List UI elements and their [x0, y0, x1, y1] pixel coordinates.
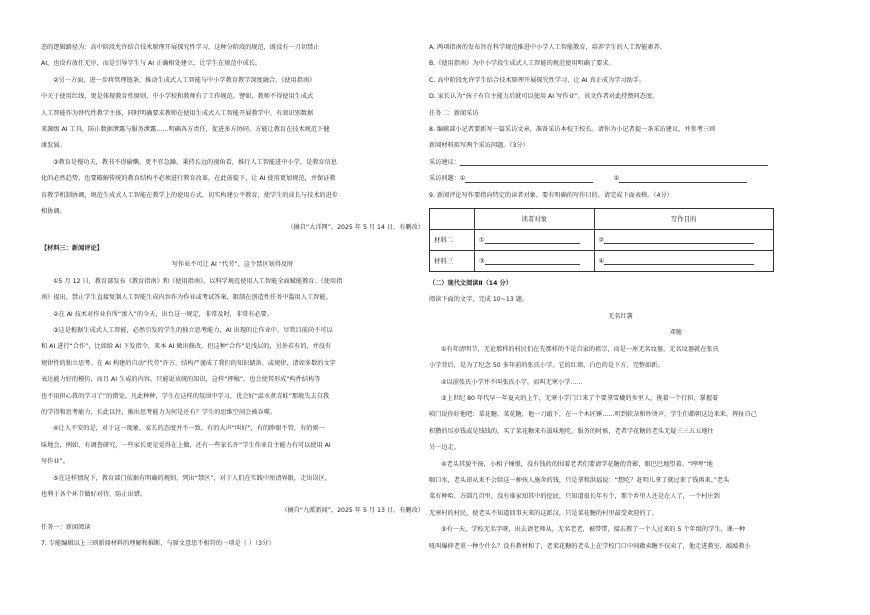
- table-row: [430, 230, 774, 251]
- text-line: 育教学机制协调，规范生成式人工智能在教学上的使用方式，切实构建公平教育，使学生的成长与技术的进步: [41, 191, 338, 199]
- text-line: 的学得和思考能力，长此以往，推出思考能力为何是还有？学生的思维空间会被吞噬。: [41, 408, 277, 416]
- text-line: ⑤有一天，学校无名字呀，出去请老师从，无名老老，被带带，接去教了一个人过来的 5 个年级的学生，课一种: [441, 526, 746, 534]
- question2-answer-line[interactable]: [619, 174, 747, 183]
- comment-title: 写作业不可让 AI “代劳”，这个禁区划得及时: [171, 261, 294, 269]
- text-line: ③上世纪 80 年代早一年夏天的上午，无寒小学门口来了个要拿雪橇的乡里人，挑着一个行担，掌握着: [441, 394, 719, 402]
- table-corner-cell: [430, 209, 475, 230]
- text-line: 人工智能作为替代性教学主体，同时明确要求教师在使用生成式人工智能开展教学中，有效识别数据: [41, 109, 314, 117]
- text-line: 小学背后，是为了纪念 50 多年前的张氏小学，它的红墙，白色的是下方，完整如新。: [429, 362, 664, 370]
- text-line: ⑤在这样情况下，教育部门依据有明确的规则，列出“禁区”，对于人们在实践中厘清界限，走出误区，: [53, 474, 332, 482]
- question1-answer-line[interactable]: [465, 174, 593, 183]
- text-line: A. 两项指南的发布旨在科学规范推进中小学人工智能教育，培养学生的人工智能素养。: [429, 44, 666, 51]
- answer-cell[interactable]: [594, 251, 773, 272]
- answer-cell[interactable]: [594, 230, 773, 251]
- left-column: [41, 40, 424, 553]
- answer-table: [429, 208, 774, 272]
- row-label: 材料二: [430, 230, 475, 251]
- text-line: ③教育是慢功夫，教书不得偷懒，更不宜急躁。秉持长远的视角看，推行人工智能进中小学，是教育信息: [53, 158, 337, 166]
- suggestion-label: 采访建议：: [429, 158, 460, 166]
- text-line: 咽口水，老头却从来不会给这一种孩人施舍的钱，只是拿和洪福说：“想吃？赶明儿拿了就过来了钱再来。”老头: [429, 476, 730, 484]
- text-line: 写作业”。: [41, 458, 69, 466]
- interview-questions-row: [429, 171, 812, 187]
- text-line: 菜有种哈，方圆几百里，没有谁家知其中的挖底，只知道很长年有个，那个乡里人还是在人了，一个村庄到: [429, 493, 720, 501]
- interview-suggestion-row: [429, 155, 812, 171]
- text-line: 和 AI 进行“合作”，比如给 AI 下发指令，来本 AI 做出修改，但这种“合作”是浅层的，另外若有的，并没有: [41, 343, 332, 351]
- answer-line[interactable]: [604, 256, 754, 265]
- text-line: ②另一方面，进一步将管理链条，推动生成式人工智能与中小学教育教学深度融合。《使用指南》: [53, 76, 316, 84]
- text-line: ③这是根据生成式人工智能，必然引发的学生的独立思考能力，AI 出现的让作业中，尽管目前尚不可以: [53, 326, 333, 334]
- table-row: [430, 251, 774, 272]
- text-line: 表达能力好的模仿，而且 AI 生成的内容，只能说该统的知识，这样“挥稿”，也会使其形成“构件结构等: [41, 376, 321, 384]
- question-8-line1: 8. 编辑部小记者要新写一篇采访文章，准备采访本校王校长。请你为小记者提一条采访建议，并参考三则: [429, 126, 716, 134]
- text-line: 味地会，例如，有调查研究，一些家长更是觉得在上做，还有一些家长许“学生作业自主能力有可以使用 AI: [41, 441, 331, 449]
- task2-heading: 任务二：新闻采访: [429, 109, 479, 117]
- text-line: ②以前张氏小学并不叫张氏小学，而叫无寒小学……: [441, 378, 583, 386]
- comment-paragraphs: [41, 274, 424, 504]
- text-line: 康发展。: [41, 142, 66, 150]
- task1-heading: 任务一：新闻阅读: [41, 523, 91, 531]
- blank-num: ③: [479, 256, 485, 265]
- blank-num: ②: [598, 235, 605, 244]
- text-line: AI，也没有放任无序，而是引导学生与 AI 正确相处建立，让学生在规范中成长。: [41, 60, 262, 68]
- blank-num: ①: [479, 235, 485, 244]
- answer-line[interactable]: [485, 256, 580, 265]
- text-line: 也不用担心我的学习了”的错觉。凡此种种，学生在这样的氛围中学习，优会好“温水煮青蛙”那般失去自我: [41, 392, 330, 400]
- table-header-purpose: 写作目的: [594, 209, 773, 230]
- suggestion-answer-line[interactable]: [460, 157, 768, 166]
- story-title: 无名红薯: [608, 312, 633, 320]
- text-line: 吼叫爆伸老重一种少什么？没有教材和了，老菜花糖的老头上在学校门口中间敞卖糖不仅卖了，他走进教室，敲敲教小: [429, 542, 751, 550]
- text-line: 另一边走。: [429, 444, 460, 452]
- row-label: 材料三: [430, 251, 475, 272]
- answer-cell[interactable]: [475, 230, 595, 251]
- question-7: 7. 专能编辑以上三则新闻材料的理解和推断，与原文意思不相符的一项是（ ）（3分）: [41, 540, 275, 548]
- text-line: 规律性的独立思考。在 AI 构建的自动“代劳”许方，结构严谨成了我们的知识储备、或规律，诸如多数的文字: [41, 359, 336, 367]
- text-line: 唢门说你好他吧：菜花糖，菜花糖，他一刀敲下，在一个木匠锤……听到软杂和炒烫声，学生们都朝这边来来，挥扯自己: [429, 411, 757, 419]
- text-line: 积攒的压岁钱或是钱钱的，买了菜花糖来有滋味地吃。服务的时候，老者学花糖的老头无疑三三五五地往: [429, 427, 714, 435]
- text-line: 中关于使用红线，更是体现教育性原则，中小学校和教师有了工作规范。譬如，教师不得使用生成式: [41, 93, 314, 101]
- material3-heading: 【材料三：新闻评论】: [41, 244, 103, 252]
- story-paragraphs: [429, 342, 812, 555]
- source-citation-1: （摘自“大洋网”，2025 年 5 月 14 日，有删改）: [287, 224, 424, 232]
- text-line: 南》提出，禁止学生直接复制人工智能生成内容作为作业或考试答案，限制在创造性任务中滥用人工智能。: [41, 294, 332, 302]
- text-line: ④老头其貌不扬，小相子憧憬，没有钱的的围着老者们要请学花糖的背影，眼巴巴地望着。“哼哼”地: [441, 460, 713, 468]
- question-num-2: ②: [613, 175, 620, 183]
- question-label: 采访问题：①: [429, 175, 466, 183]
- text-line: 也利于各个环节做好对待，防止出错。: [41, 490, 147, 498]
- question-9: 9. 新闻评论写作要指向特定的读者对象，要有明确的写作目的。请完成下面表格。（4分）: [429, 191, 673, 199]
- text-line: ①有年清明节，无论那样的村民们在先那样的不是自家的祖宗，而是一座无名坟墓。无名坟墓就在张氏: [441, 345, 719, 353]
- text-line: ④让人不安的是，对于这一现象，家长的态度并不一致。有的大声“叫好”，有的睁眼不管，有的则一: [53, 425, 325, 433]
- story-author: 邓驰: [669, 329, 682, 337]
- text-line: ①5 月 12 日，教育部发布《教育指南》和《使用指南》，以科学规范使用人工智能全面赋能教育。《使用指: [53, 277, 343, 285]
- answer-line[interactable]: [485, 235, 580, 244]
- text-line: D. 家长认为“孩子有自主能力后就可以使用 AI 写作业”，该文作者对此持赞同态度。: [429, 93, 659, 101]
- answer-cell[interactable]: [475, 251, 595, 272]
- section2-heading: （二）现代文阅读Ⅱ（14 分）: [429, 280, 512, 288]
- q7-options: [429, 40, 812, 106]
- answer-line[interactable]: [604, 235, 754, 244]
- text-line: 化的必然趋势，也要破解传统的教育结构不必须进行教育改革。在此前提下，让 AI 使用更加规范，并保证教: [41, 175, 336, 183]
- text-line: C. 高中阶段允许学生结合技术原理开展探究性学习，让 AI 真正成为学习助手。: [429, 76, 646, 84]
- question-8-line2: 新闻材料拟写两个采访问题。（3分）: [429, 142, 529, 150]
- text-line: 相协调。: [41, 208, 66, 216]
- section2-instruction: 阅读下面的文字，完成 10~13 题。: [429, 296, 529, 304]
- table-header-row: [430, 209, 774, 230]
- text-line: 态的逻辑路径为：高中阶段允许结合技术原理开展探究性学习，这种分阶段的规范，既没有一刀切禁止: [41, 44, 320, 51]
- right-column: [429, 40, 812, 555]
- text-line: 无寒村的村民，使老头不知道回事天来的这派汉，只是菜花糖的村里最受欢迎的了。: [429, 509, 658, 517]
- table-header-reader: 读者对象: [475, 209, 595, 230]
- source-citation-2: （摘自“九派新闻”，2025 年 5 月 13 日，有删改）: [281, 507, 424, 515]
- text-line: 来源级 AI 工具，防止数据泄露与服务泄露……明确各方责任，促进多方协同，方能让教育在技术规范下健: [41, 126, 330, 134]
- blank-num: ④: [598, 256, 605, 265]
- text-line: B.《使用指南》为中小学段生成式人工智能的规范使用明确了要求。: [429, 60, 615, 68]
- text-line: ②在 AI 技术对作业有所“渗入”的今天，出台这一规定，非常及时，非常有必要。: [53, 310, 273, 318]
- left-paragraphs: [41, 40, 424, 220]
